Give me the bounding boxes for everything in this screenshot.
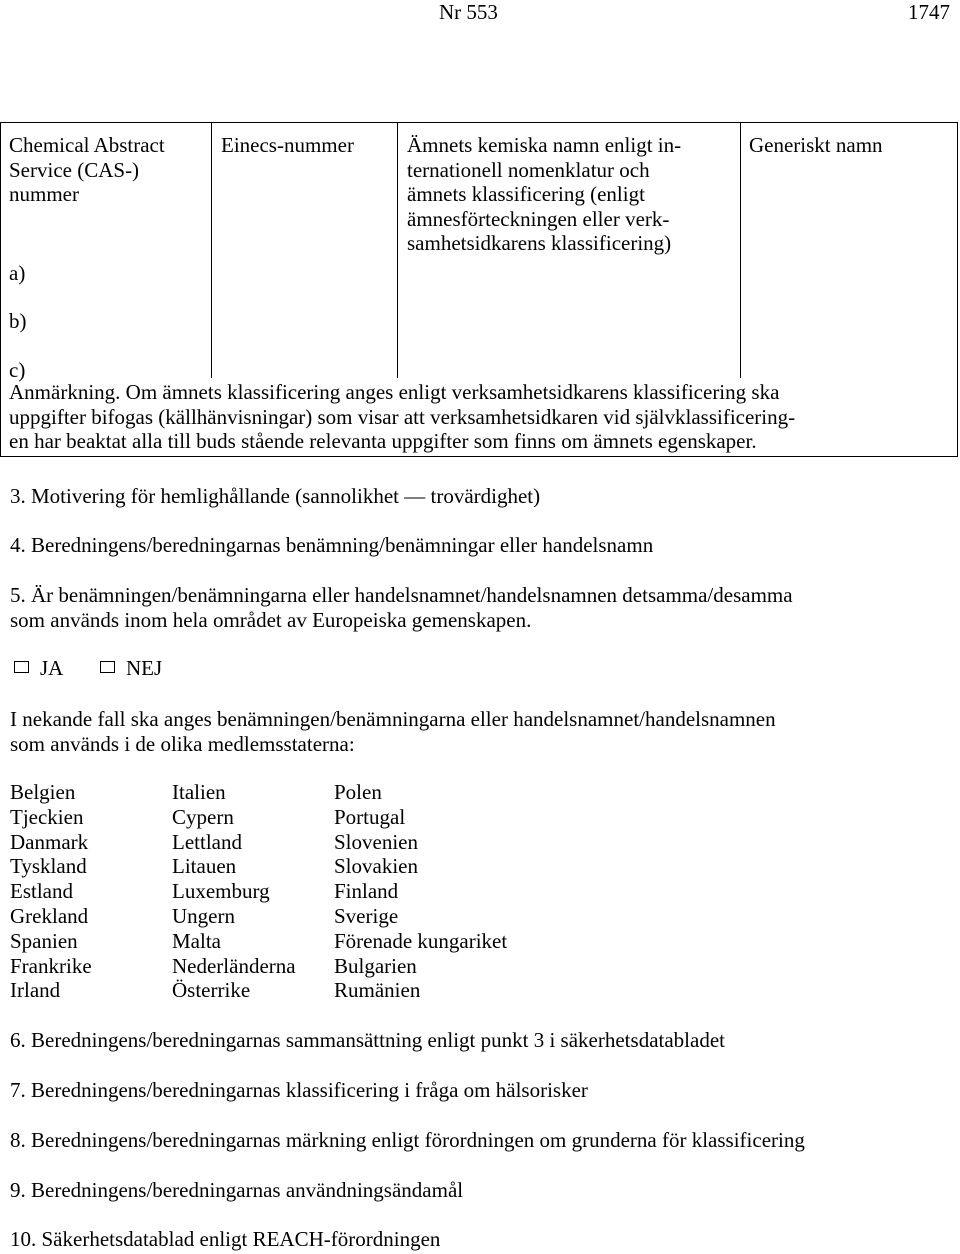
country: Litauen bbox=[172, 854, 237, 879]
cas-number-header bbox=[9, 133, 165, 207]
chemical-name-header bbox=[407, 133, 681, 256]
country: Danmark bbox=[10, 829, 89, 854]
negative-instruction bbox=[10, 707, 950, 756]
option-no-label: NEJ bbox=[126, 656, 163, 680]
country: Bulgarien bbox=[334, 953, 417, 978]
page-header bbox=[0, 0, 960, 26]
country: Frankrike bbox=[10, 953, 92, 978]
country: Slovakien bbox=[334, 854, 418, 879]
country: Ungern bbox=[172, 903, 235, 928]
country: Österrike bbox=[172, 978, 251, 1003]
section-10: 10. Säkerhetsdatablad enligt REACH-förordningen bbox=[10, 1227, 441, 1251]
section-6: 6. Beredningens/beredningarnas sammansättning enligt punkt 3 i säkerhetsdatabladet bbox=[10, 1028, 725, 1052]
column-divider bbox=[211, 123, 212, 378]
note-line: Anmärkning. Om ämnets klassificering anges enligt verksamhetsidkarens klassificering ska bbox=[9, 380, 780, 404]
header-line: nummer bbox=[9, 182, 79, 206]
country: Tyskland bbox=[10, 854, 87, 879]
option-no[interactable] bbox=[100, 656, 162, 681]
country: Rumänien bbox=[334, 978, 421, 1003]
country: Polen bbox=[334, 780, 382, 804]
section-4: 4. Beredningens/beredningarnas benämning/benämningar eller handelsnamn bbox=[10, 533, 654, 557]
section-9: 9. Beredningens/beredningarnas användningsändamål bbox=[10, 1178, 464, 1202]
header-line: Chemical Abstract bbox=[9, 133, 165, 157]
header-line: ternationell nomenklatur och bbox=[407, 157, 650, 182]
issue-number: Nr 553 bbox=[439, 0, 498, 24]
note-line: uppgifter bifogas (källhänvisningar) som visar att verksamhetsidkaren vid självklassificering- bbox=[9, 404, 796, 429]
checkbox-icon[interactable] bbox=[14, 661, 29, 673]
country-column bbox=[334, 780, 507, 1003]
country: Italien bbox=[172, 780, 226, 804]
country: Lettland bbox=[172, 829, 242, 854]
header-line: ämnesförteckningen eller verk- bbox=[407, 206, 670, 231]
generic-name-header: Generiskt namn bbox=[749, 133, 883, 157]
einecs-header: Einecs-nummer bbox=[221, 133, 354, 157]
cas-item-c: c) bbox=[9, 358, 26, 382]
country: Malta bbox=[172, 928, 221, 953]
country: Nederländerna bbox=[172, 953, 296, 978]
country: Finland bbox=[334, 879, 399, 904]
checkbox-icon[interactable] bbox=[100, 661, 115, 673]
country: Slovenien bbox=[334, 829, 418, 854]
country: Sverige bbox=[334, 903, 399, 928]
header-line: samhetsidkarens klassificering) bbox=[407, 231, 672, 255]
section-8: 8. Beredningens/beredningarnas märkning enligt förordningen om grunderna för klassificering bbox=[10, 1128, 805, 1152]
note-line: en har beaktat alla till buds stående relevanta uppgifter som finns om ämnets egenskaper. bbox=[9, 429, 757, 453]
country: Förenade kungariket bbox=[334, 928, 508, 953]
country: Belgien bbox=[10, 780, 76, 804]
section-5-line: som används inom hela området av Europeiska gemenskapen. bbox=[10, 607, 532, 632]
section-7: 7. Beredningens/beredningarnas klassificering i fråga om hälsorisker bbox=[10, 1078, 588, 1102]
country: Spanien bbox=[10, 928, 78, 953]
section-3: 3. Motivering för hemlighållande (sannolikhet — trovärdighet) bbox=[10, 484, 541, 508]
country: Estland bbox=[10, 879, 73, 904]
country-column bbox=[172, 780, 296, 1003]
country: Irland bbox=[10, 978, 61, 1003]
column-divider bbox=[740, 123, 741, 378]
cas-item-b: b) bbox=[9, 309, 27, 333]
header-line: Ämnets kemiska namn enligt in- bbox=[407, 133, 682, 157]
section-5-line: 5. Är benämningen/benämningarna eller handelsnamnet/handelsnamnen detsamma/desamma bbox=[10, 583, 793, 607]
instruction-line: I nekande fall ska anges benämningen/benämningarna eller handelsnamnet/handelsnamnen bbox=[10, 707, 776, 731]
header-line: ämnets klassificering (enligt bbox=[407, 182, 645, 206]
country: Grekland bbox=[10, 903, 89, 928]
section-5 bbox=[10, 583, 950, 632]
instruction-line: som används i de olika medlemsstaterna: bbox=[10, 731, 355, 756]
country: Cypern bbox=[172, 804, 234, 829]
substance-table bbox=[0, 122, 958, 457]
option-yes[interactable] bbox=[14, 656, 63, 681]
option-yes-label: JA bbox=[40, 656, 64, 680]
cas-item-a: a) bbox=[9, 261, 26, 285]
header-line: Service (CAS-) bbox=[9, 157, 140, 182]
country-column bbox=[10, 780, 92, 1003]
table-note bbox=[9, 380, 949, 454]
country: Tjeckien bbox=[10, 804, 84, 829]
page-number: 1747 bbox=[908, 0, 950, 24]
country: Portugal bbox=[334, 804, 406, 829]
country: Luxemburg bbox=[172, 879, 270, 904]
column-divider bbox=[397, 123, 398, 378]
